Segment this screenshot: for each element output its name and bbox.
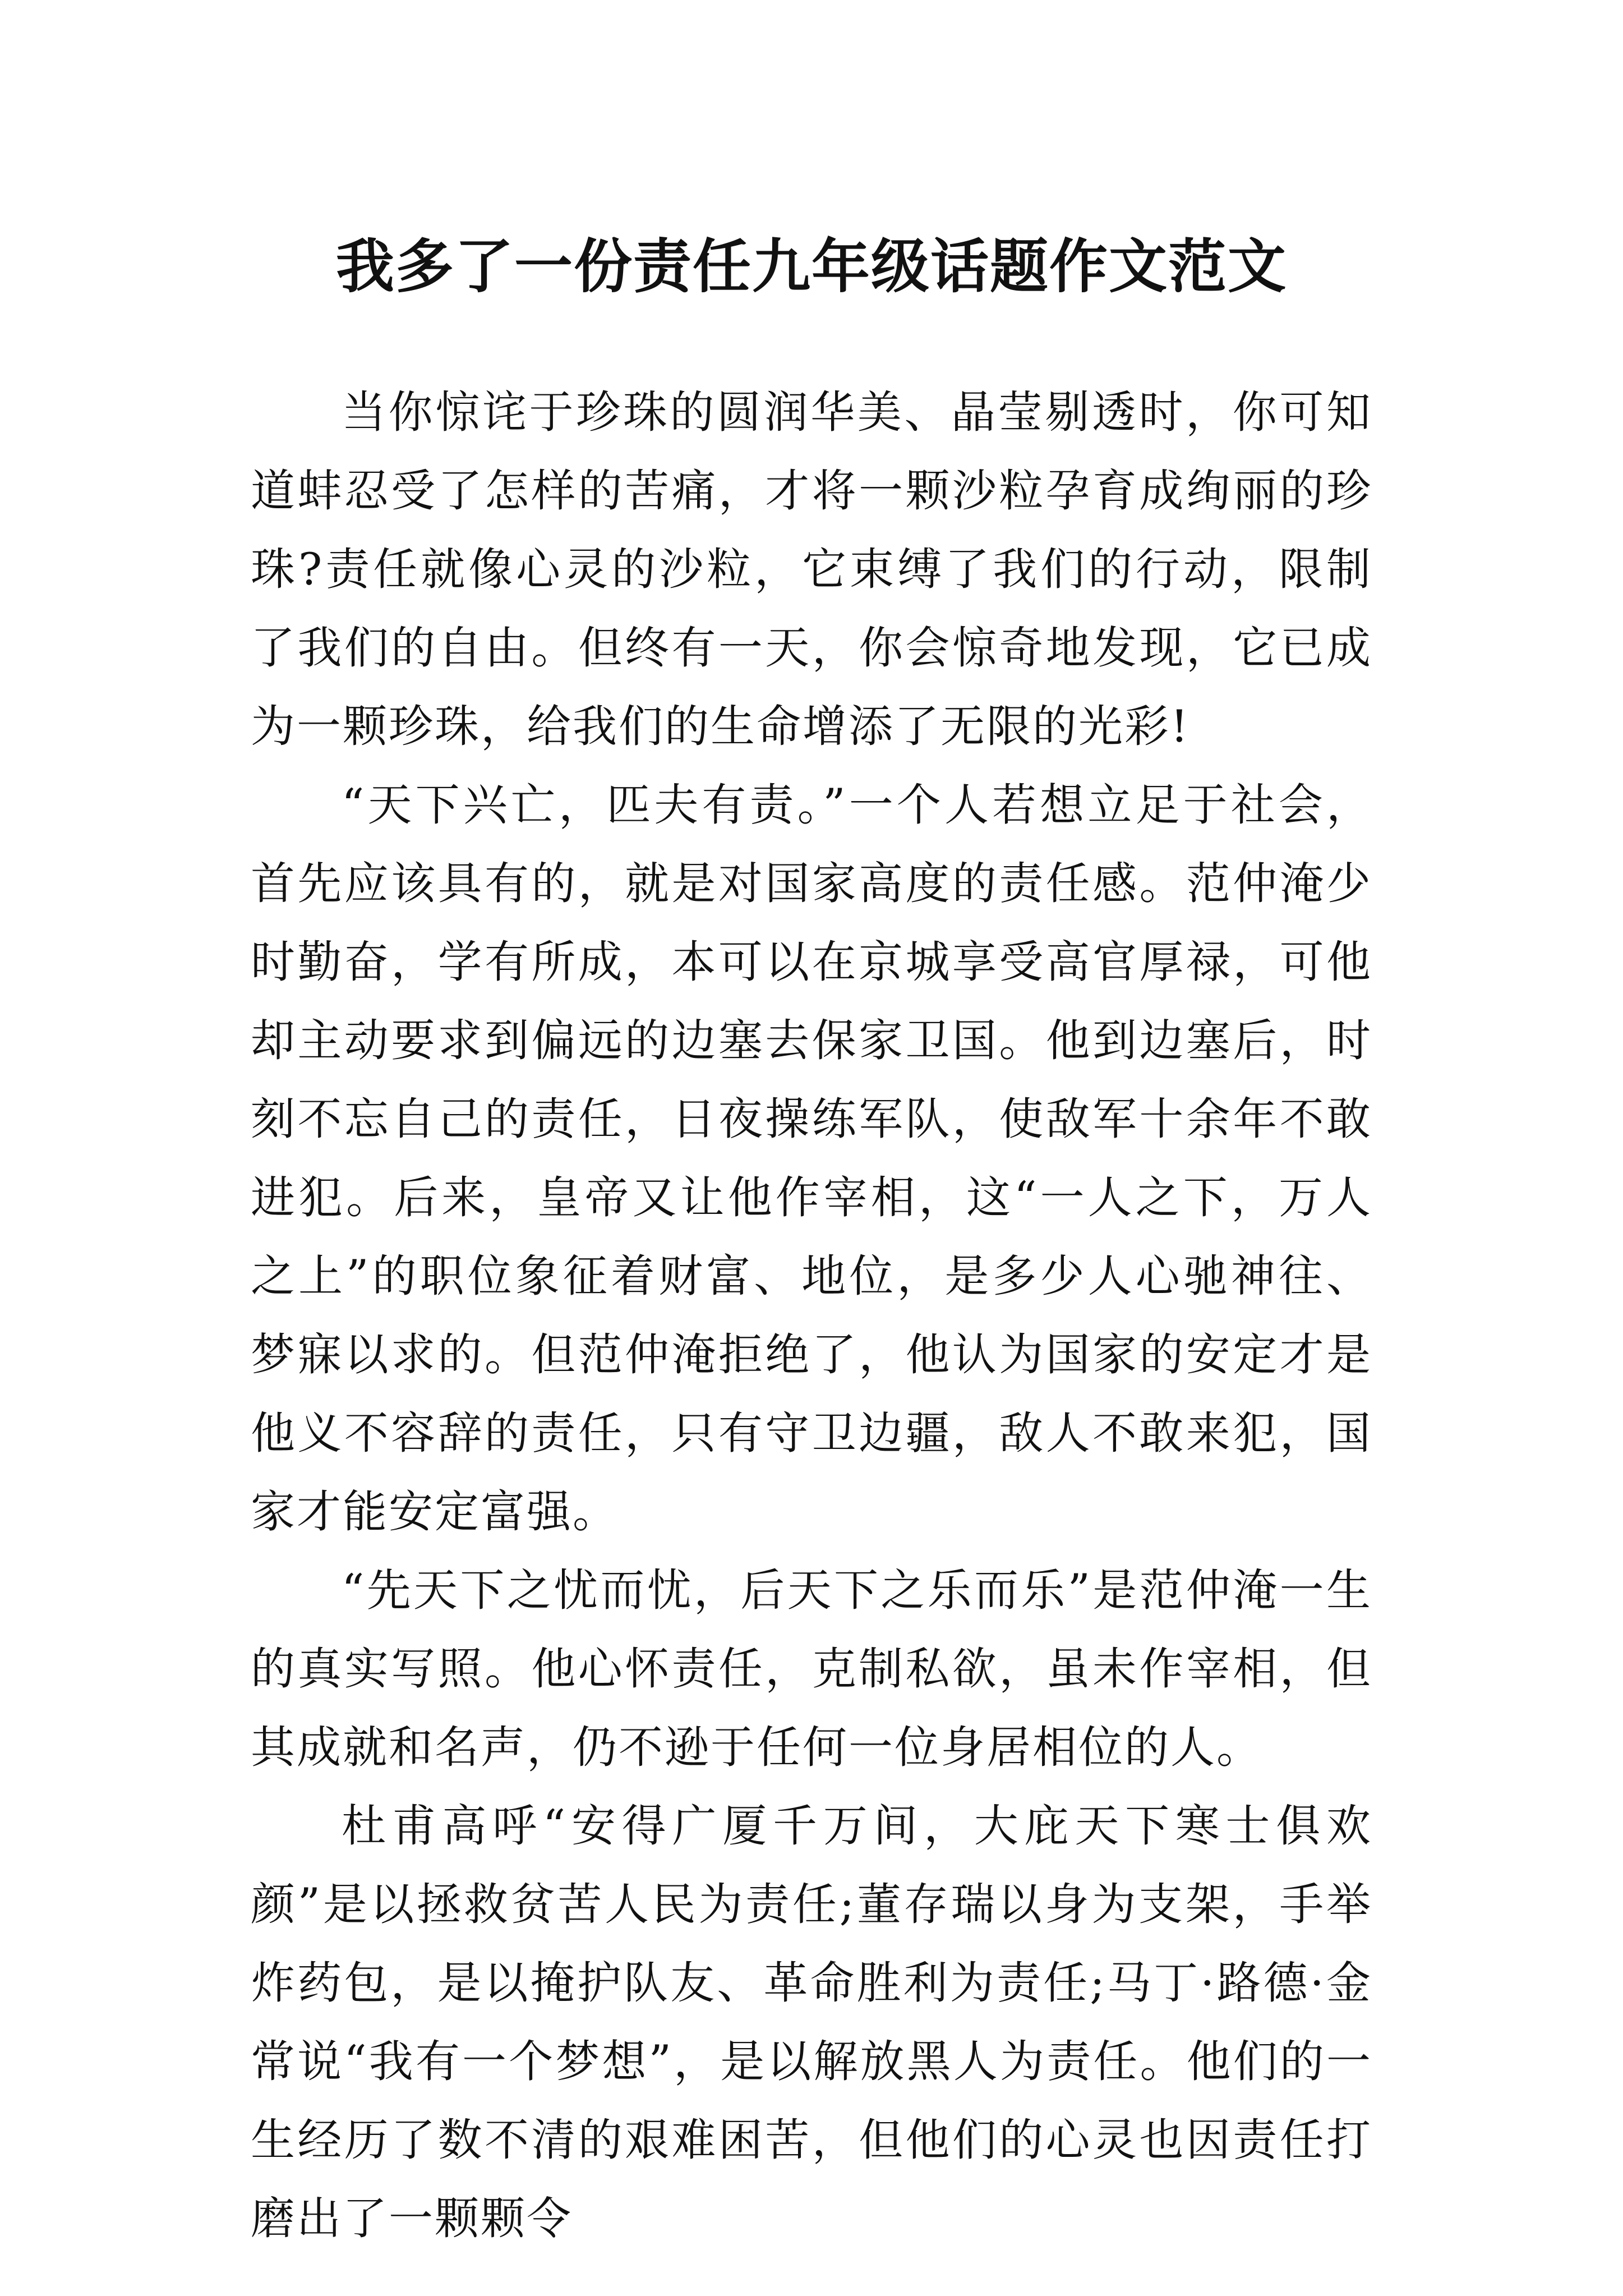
paragraph-2: “天下兴亡，匹夫有责。”一个人若想立足于社会，首先应该具有的，就是对国家高度的责任感。范仲淹少时勤奋，学有所成，本可以在京城享受高官厚禄，可他却主动要求到偏远的边塞去保家卫国。他到边塞后，时刻不忘自己的责任，日夜操练军队，使敌军十余年不敢进犯。后来，皇帝又让他作宰相，这“一人之下，万人之上”的职位象征着财富、地位，是多少人心驰神往、梦寐以求的。但范仲淹拒绝了，他认为国家的安定才是他义不容辞的责任，只有守卫边疆，敌人不敢来犯，国家才能安定富强。 xyxy=(251,779,1372,1538)
paragraph-4: 杜甫高呼“安得广厦千万间，大庇天下寒士俱欢颜”是以拯救贫苦人民为责任;董存瑞以身为支架，手举炸药包，是以掩护队友、革命胜利为责任;马丁·路德·金常说“我有一个梦想”，是以解放黑人为责任。他们的一生经历了数不清的艰难困苦，但他们的心灵也因责任打磨出了一颗颗令 xyxy=(251,1800,1372,2244)
paragraph-3: “先天下之忧而忧，后天下之乐而乐”是范仲淹一生的真实写照。他心怀责任，克制私欲，虽未作宰相，但其成就和名声，仍不逊于任何一位身居相位的人。 xyxy=(251,1565,1372,1773)
paragraph-1: 当你惊诧于珍珠的圆润华美、晶莹剔透时，你可知道蚌忍受了怎样的苦痛，才将一颗沙粒孕育成绚丽的珍珠?责任就像心灵的沙粒，它束缚了我们的行动，限制了我们的自由。但终有一天，你会惊奇地发现，它已成为一颗珍珠，给我们的生命增添了无限的光彩! xyxy=(251,386,1372,752)
document-body xyxy=(251,373,1372,2258)
document-title: 我多了一份责任九年级话题作文范文 xyxy=(335,231,1287,301)
